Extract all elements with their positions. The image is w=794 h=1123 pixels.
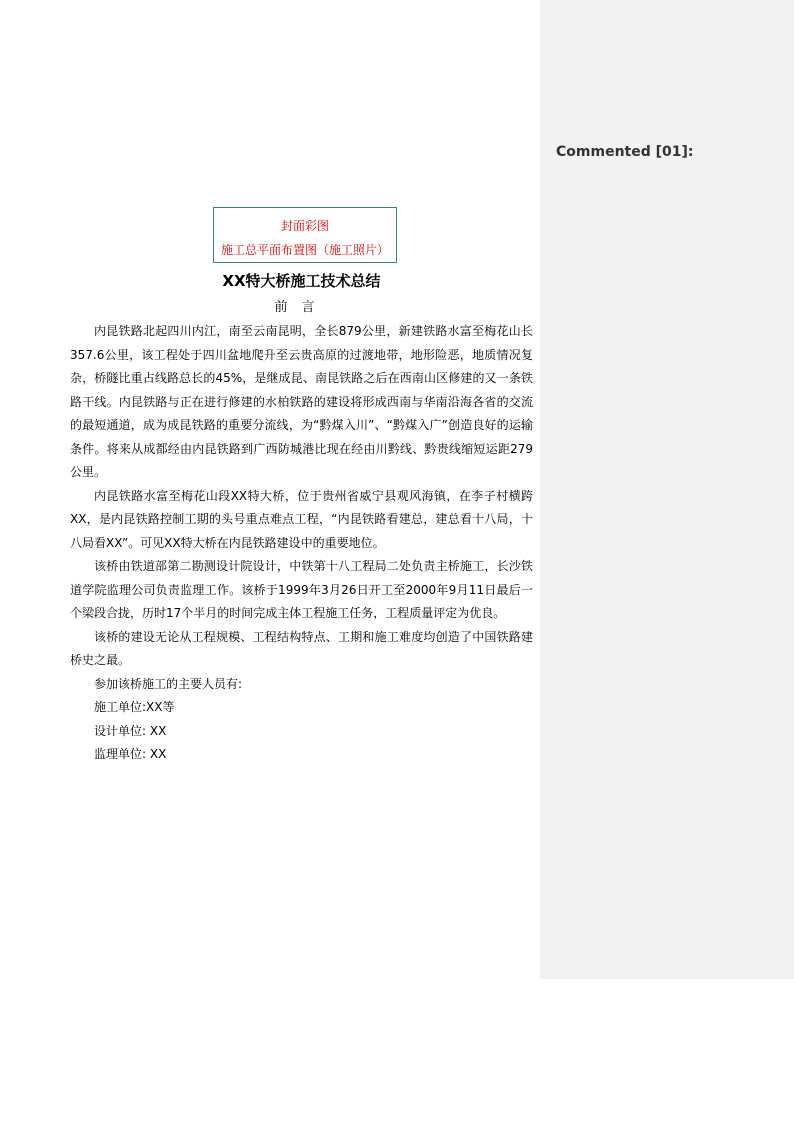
document-title: XX特大桥施工技术总结 (222, 272, 381, 290)
cover-image-placeholder (213, 207, 397, 263)
comment-pane (540, 0, 794, 979)
design-unit: 设计单位: XX (94, 723, 167, 738)
supervision-unit: 监理单位: XX (94, 747, 167, 761)
paragraph-2: 内昆铁路水富至梅花山段XX特大桥，位于贵州省威宁县观风海镇，在李子村横跨XX，是内昆铁路控制工期的头号重点难点工程，“内昆铁路看建总，建总看十八局，十八局看XX”。可见XX特大桥在内昆铁路建设中的重要地位。 (70, 488, 533, 550)
cover-line-1: 封面彩图 (280, 219, 329, 233)
cover-line-2: 施工总平面布置图（施工照片） (220, 243, 389, 257)
paragraph-5: 参加该桥施工的主要人员有: (94, 676, 243, 691)
paragraph-3: 该桥由铁道部第二勘测设计院设计，中铁第十八工程局二处负责主桥施工，长沙铁道学院监理公司负责监理工作。该桥于1999年3月26日开工至2000年9月11日最后一个梁段合拢，历时17个半月的时间完成主体工程施工任务，工程质量评定为优良。 (70, 559, 533, 620)
construction-unit: 施工单位:XX等 (94, 700, 175, 714)
paragraph-4: 该桥的建设无论从工程规模、工程结构特点、工期和施工难度均创造了中国铁路建桥史之最。 (70, 629, 533, 667)
document-body (70, 320, 533, 767)
comment-title: Commented [01]: (556, 144, 694, 160)
preface-heading: 前言 (274, 300, 329, 315)
paragraph-1: 内昆铁路北起四川内江，南至云南昆明，全长879公里，新建铁路水富至梅花山长357.6公里，该工程处于四川盆地爬升至云贵高原的过渡地带，地形险恶，地质情况复杂，桥隧比重占线路总长的45%，是继成昆、南昆铁路之后在西南山区修建的又一条铁路干线。内昆铁路与正在进行修建的水柏铁路的建设将形成西南与华南沿海各省的交流的最短通道，成为成昆铁路的重要分流线，为“黔煤入川”、“黔煤入广”创造良好的运输条件。将来从成都经由内昆铁路到广西防城港比现在经由川黔线、黔贵线缩短运距279公里。 (70, 324, 533, 479)
